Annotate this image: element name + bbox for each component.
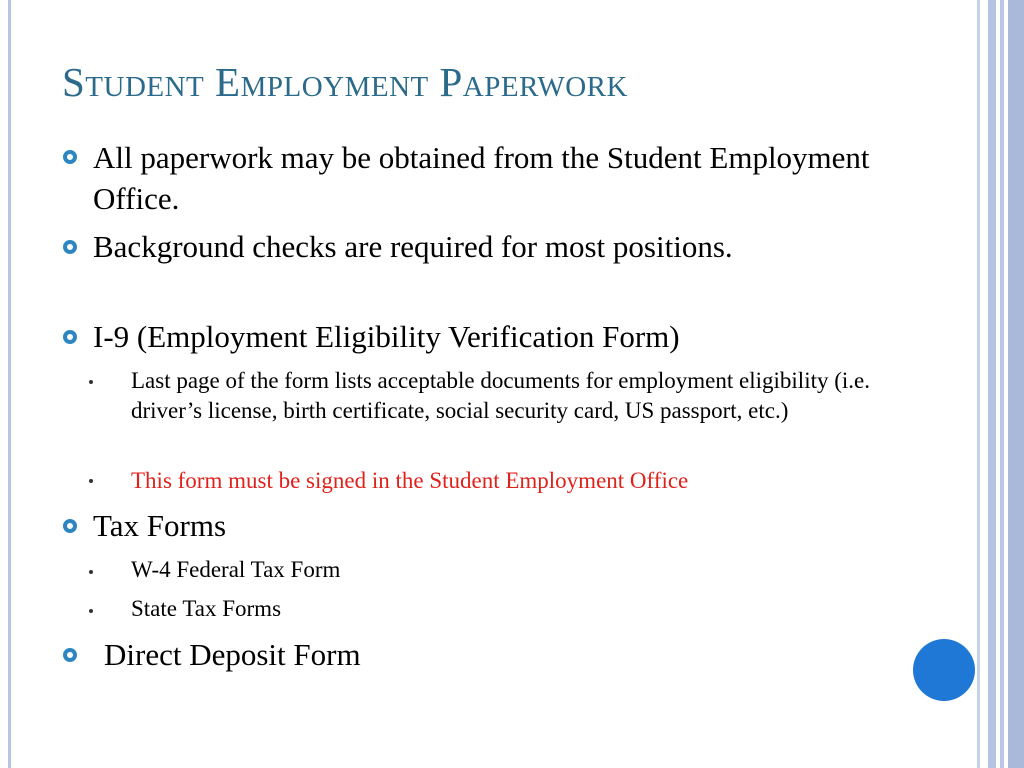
bullet-icon [63,648,77,662]
bullet-icon [63,519,77,533]
bullet-direct-deposit: Direct Deposit Form [104,637,361,672]
bullet-icon [63,330,77,344]
sub-bullet-dot [89,380,93,384]
sub-bullet-dot [89,570,93,574]
bullet-paperwork: All paperwork may be obtained from the Student Employment Office. [93,140,870,216]
bullet-tax-forms: Tax Forms [93,508,227,543]
tax-state: State Tax Forms [131,596,282,621]
i9-signing-note: This form must be signed in the Student Employment Office [131,468,689,493]
i9-documents-note: Last page of the form lists acceptable documents for employment eligibility (i.e. driver’s license, birth certificate, social security card, US passport, etc.) [131,368,870,423]
bullet-icon [63,150,77,164]
slide-title: Student Employment Paperwork [62,59,628,105]
tax-w4: W-4 Federal Tax Form [131,557,341,582]
accent-circle [913,639,975,701]
right-frame-stripes [977,0,1024,768]
sub-bullet-dot [89,479,93,483]
bullet-background-checks: Background checks are required for most positions. [93,229,733,264]
sub-bullet-dot [89,609,93,613]
bullet-icon [63,240,77,254]
bullet-i9: I-9 (Employment Eligibility Verification Form) [93,319,680,354]
